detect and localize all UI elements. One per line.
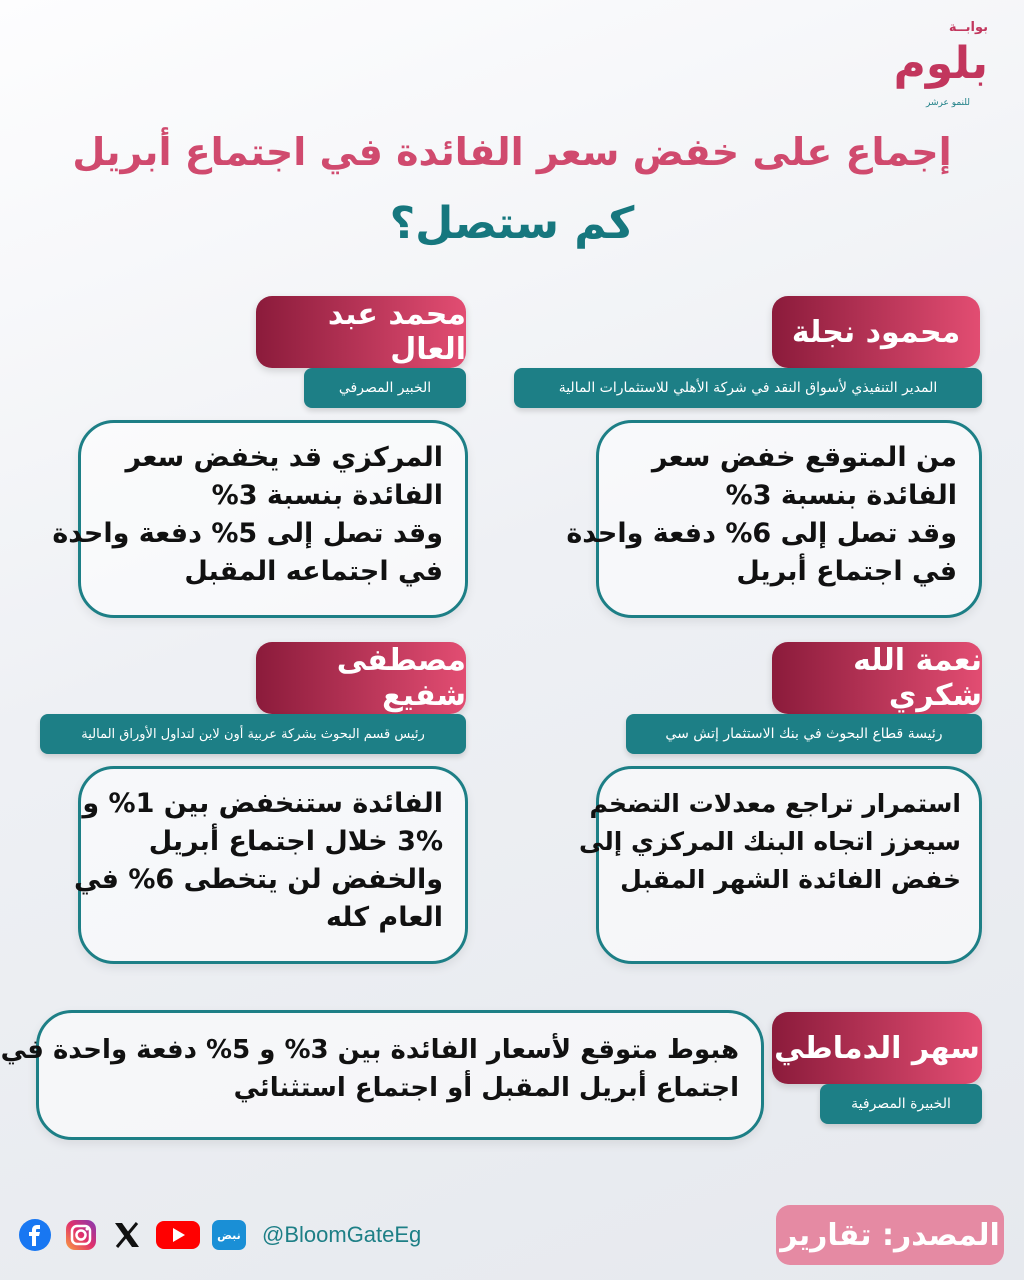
- quote-line: العام كله: [325, 902, 443, 933]
- expert-quote-4: [73, 766, 468, 964]
- expert-name-4: مصطفى شفيع: [256, 642, 466, 714]
- page-subtitle: كم ستصل؟: [389, 198, 635, 249]
- expert-name-5: سهر الدماطي: [772, 1012, 982, 1084]
- nabd-label: نبض: [212, 1220, 246, 1250]
- expert-quote-3: [579, 766, 982, 964]
- expert-quote-5: [0, 1010, 764, 1140]
- expert-role-2: الخبير المصرفي: [304, 368, 466, 408]
- quote-line: سيعزز اتجاه البنك المركزي إلى: [579, 827, 961, 856]
- nabd-icon[interactable]: [210, 1216, 248, 1254]
- x-icon[interactable]: [108, 1216, 146, 1254]
- logo-top-text: بوابــة: [948, 20, 988, 35]
- quote-line: المركزي قد يخفض سعر: [125, 442, 443, 473]
- social-bar: [16, 1210, 421, 1260]
- expert-name-2: محمد عبد العال: [256, 296, 466, 368]
- quote-line: اجتماع أبريل المقبل أو اجتماع استثنائي: [233, 1073, 739, 1103]
- expert-role-5: الخبيرة المصرفية: [820, 1084, 982, 1124]
- quote-line: الفائدة بنسبة 3%: [211, 480, 443, 511]
- quote-line: الفائدة ستنخفض بين 1% و: [82, 788, 443, 819]
- bloom-logo: [862, 20, 992, 108]
- facebook-icon[interactable]: [16, 1216, 54, 1254]
- quote-line: من المتوقع خفض سعر: [651, 442, 957, 473]
- source-label: المصدر: تقارير: [776, 1205, 1004, 1265]
- quote-line: هبوط متوقع لأسعار الفائدة بين 3% و 5% دفعة واحدة في: [0, 1035, 739, 1065]
- quote-line: وقد تصل إلى 5% دفعة واحدة: [52, 518, 443, 549]
- page-title: إجماع على خفض سعر الفائدة في اجتماع أبريل: [72, 130, 952, 174]
- expert-name-1: محمود نجلة: [772, 296, 980, 368]
- quote-line: في اجتماع أبريل: [736, 556, 957, 587]
- instagram-icon[interactable]: [62, 1216, 100, 1254]
- logo-main-text: بلوم: [893, 38, 988, 89]
- quote-line: خفض الفائدة الشهر المقبل: [620, 865, 961, 894]
- youtube-icon[interactable]: [154, 1216, 202, 1254]
- expert-role-3: رئيسة قطاع البحوث في بنك الاستثمار إتش سي: [626, 714, 982, 754]
- quote-line: 3% خلال اجتماع أبريل: [148, 826, 443, 857]
- quote-line: وقد تصل إلى 6% دفعة واحدة: [566, 518, 957, 549]
- expert-name-3: نعمة الله شكري: [772, 642, 982, 714]
- expert-quote-2: [52, 420, 468, 618]
- quote-line: والخفض لن يتخطى 6% في: [73, 864, 443, 895]
- quote-line: في اجتماعه المقبل: [184, 556, 443, 587]
- social-handle[interactable]: @BloomGateEg: [262, 1222, 422, 1247]
- quote-line: استمرار تراجع معدلات التضخم: [589, 789, 961, 818]
- expert-role-4: رئيس قسم البحوث بشركة عربية أون لاين لتداول الأوراق المالية: [40, 714, 466, 754]
- quote-line: الفائدة بنسبة 3%: [725, 480, 957, 511]
- expert-role-1: المدير التنفيذي لأسواق النقد في شركة الأهلي للاستثمارات المالية: [514, 368, 982, 408]
- expert-quote-1: [566, 420, 982, 618]
- logo-sub-text: للنمو عرشر: [926, 98, 970, 108]
